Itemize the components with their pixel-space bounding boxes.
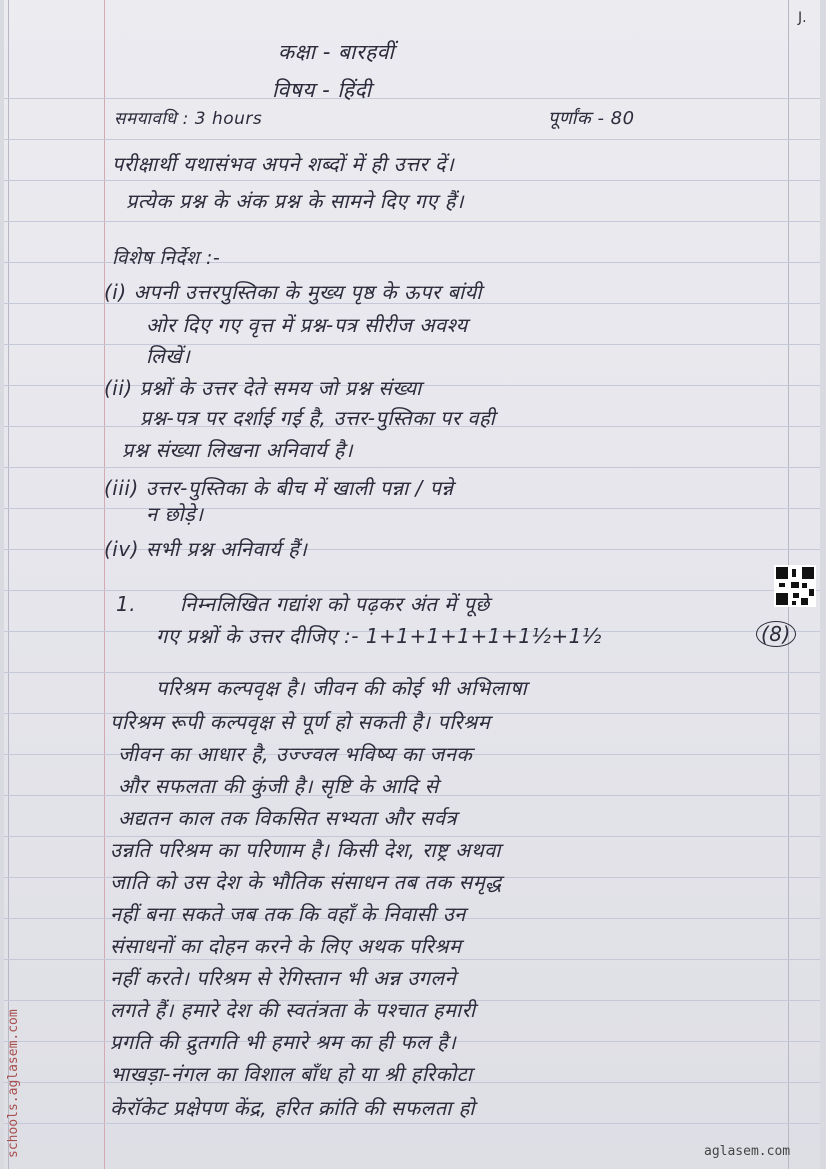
side-watermark: schools.aglasem.com (6, 1009, 21, 1158)
passage-line: परिश्रम कल्पवृक्ष है। जीवन की कोई भी अभिलाषा (156, 676, 528, 700)
special-instruction-line: प्रश्न संख्या लिखना अनिवार्य है। (122, 438, 353, 462)
page-left-edge (8, 0, 9, 1169)
question-marks (756, 622, 796, 646)
passage-line: जीवन का आधार है, उज्ज्वल भविष्य का जनक (118, 742, 473, 766)
ruled-line (4, 344, 820, 345)
subject-title: विषय - हिंदी (272, 78, 372, 102)
time-allowed: समयावधि : 3 hours (114, 109, 263, 129)
special-instruction-line: (ii) प्रश्नों के उत्तर देते समय जो प्रश्न संख्या (104, 376, 422, 400)
passage-line: प्रगति की द्रुतगति भी हमारे श्रम का ही फल है। (110, 1030, 457, 1054)
ruled-line (4, 139, 820, 140)
passage-line: और सफलता की कुंजी है। सृष्टि के आदि से (118, 774, 439, 798)
passage-line: लगते हैं। हमारे देश की स्वतंत्रता के पश्चात हमारी (110, 998, 476, 1022)
passage-line: नहीं करते। परिश्रम से रेगिस्तान भी अन्न उगलने (110, 966, 457, 990)
bottom-watermark: aglasem.com (704, 1144, 791, 1159)
ruled-line (4, 180, 820, 181)
question-number: 1. (116, 592, 137, 616)
passage-line: अद्यतन काल तक विकसित सभ्यता और सर्वत्र (118, 806, 457, 830)
max-marks: पूर्णांक - 80 (548, 108, 635, 129)
ruled-line (4, 467, 820, 468)
instruction-line: प्रत्येक प्रश्न के अंक प्रश्न के सामने दिए गए हैं। (126, 189, 464, 213)
ruled-line (4, 508, 820, 509)
ruled-line (4, 1123, 820, 1124)
special-instruction-line: न छोड़े। (146, 502, 204, 526)
question-text-line: गए प्रश्नों के उत्तर दीजिए :- 1+1+1+1+1+1½+1½ (156, 624, 602, 648)
passage-line: संसाधनों का दोहन करने के लिए अथक परिश्रम (110, 934, 462, 958)
special-instruction-line: (iii) उत्तर-पुस्तिका के बीच में खाली पन्ना / पन्ने (104, 476, 454, 500)
passage-line: नहीं बना सकते जब तक कि वहाँ के निवासी उन (110, 902, 466, 926)
question-marks-value: (8) (756, 621, 796, 647)
ruled-line (4, 672, 820, 673)
special-instruction-line: (iv) सभी प्रश्न अनिवार्य हैं। (104, 537, 308, 561)
page-marker: J. (798, 10, 807, 26)
qr-code-icon (774, 565, 816, 607)
special-instruction-line: (i) अपनी उत्तरपुस्तिका के मुख्य पृष्ठ के ऊपर बांयी (104, 280, 482, 304)
margin-line (104, 0, 105, 1169)
class-title: कक्षा - बारहवीं (278, 40, 395, 64)
ruled-line (4, 98, 820, 99)
special-instructions-heading: विशेष निर्देश :- (112, 247, 221, 269)
ruled-line (4, 959, 820, 960)
passage-line: जाति को उस देश के भौतिक संसाधन तब तक समृद्ध (110, 870, 502, 894)
passage-line: केरॉकेट प्रक्षेपण केंद्र, हरित क्रांति की सफलता हो (110, 1096, 475, 1120)
special-instruction-line: लिखें। (146, 344, 191, 368)
ruled-line (4, 221, 820, 222)
special-instruction-line: ओर दिए गए वृत्त में प्रश्न-पत्र सीरीज अवश्य (146, 313, 468, 337)
question-text-line: निम्नलिखित गद्यांश को पढ़कर अंत में पूछे (180, 592, 490, 616)
passage-line: भाखड़ा-नंगल का विशाल बाँध हो या श्री हरिकोटा (110, 1062, 473, 1086)
instruction-line: परीक्षार्थी यथासंभव अपने शब्दों में ही उत्तर दें। (112, 152, 455, 176)
passage-line: उन्नति परिश्रम का परिणाम है। किसी देश, राष्ट्र अथवा (110, 838, 501, 862)
passage-line: परिश्रम रूपी कल्पवृक्ष से पूर्ण हो सकती है। परिश्रम (110, 710, 491, 734)
special-instruction-line: प्रश्न-पत्र पर दर्शाई गई है, उत्तर-पुस्तिका पर वही (140, 406, 496, 430)
